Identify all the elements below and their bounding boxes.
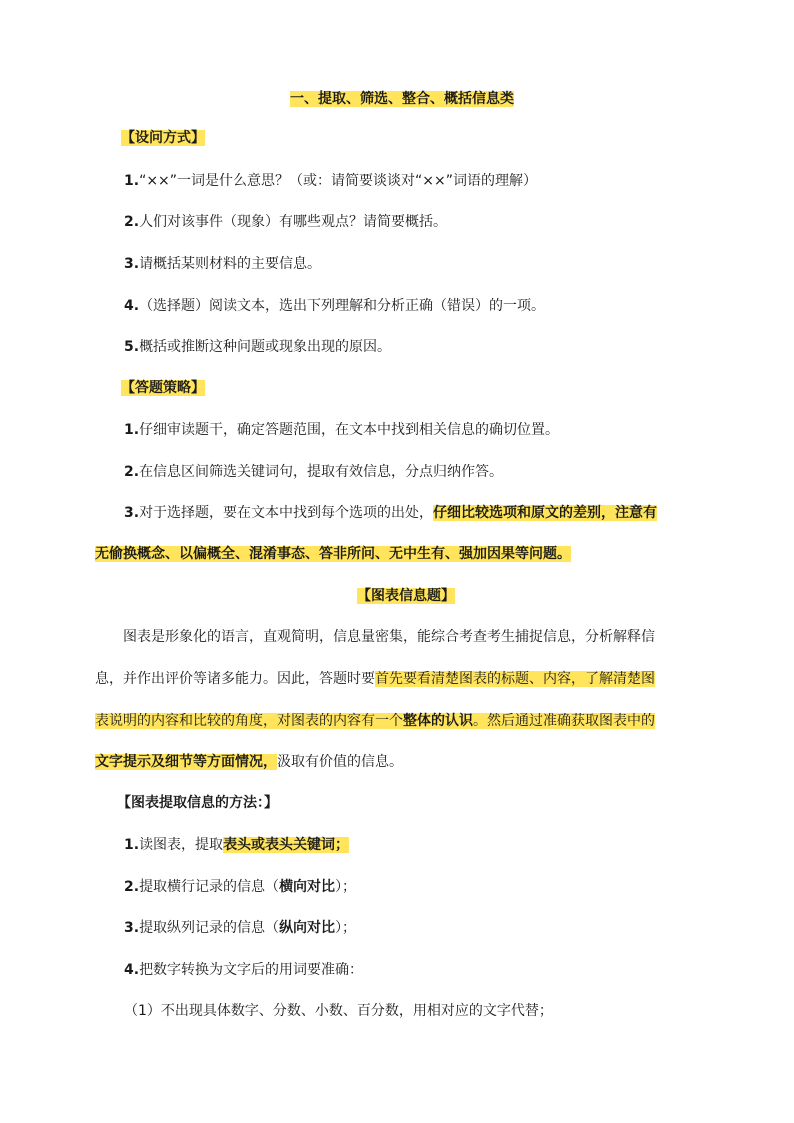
method-item-4: 4.把数字转换为文字后的用词要准确： <box>124 962 364 978</box>
question-item-5: 5.概括或推断这种问题或现象出现的原因。 <box>124 339 392 355</box>
question-item-2: 2.人们对该事件（现象）有哪些观点？请简要概括。 <box>124 214 448 230</box>
method-item-3: 3.提取纵列记录的信息（纵向对比）； <box>124 920 357 936</box>
chart-para-line4: 文字提示及细节等方面情况，汲取有价值的信息。 <box>95 754 403 770</box>
strategy-item-3-line2: 无偷换概念、以偏概全、混淆事态、答非所问、无中生有、强加因果等问题。 <box>95 546 571 562</box>
document-title: 一、提取、筛选、整合、概括信息类 <box>290 91 514 107</box>
question-item-1: 1.“××”一词是什么意思？（或：请简要谈谈对“××”词语的理解） <box>124 173 537 189</box>
question-item-3: 3.请概括某则材料的主要信息。 <box>124 256 322 272</box>
strategy-item-3-line1: 3.对于选择题，要在文本中找到每个选项的出处，仔细比较选项和原文的差别，注意有 <box>124 505 658 521</box>
question-item-4: 4.（选择题）阅读文本，选出下列理解和分析正确（错误）的一项。 <box>124 298 546 314</box>
method-item-2: 2.提取横行记录的信息（横向对比）； <box>124 879 357 895</box>
chart-para-line3: 表说明的内容和比较的角度，对图表的内容有一个整体的认识。然后通过准确获取图表中的 <box>95 713 655 729</box>
method-item-4-sub-1: （1）不出现具体数字、分数、小数、百分数，用相对应的文字代替； <box>124 1003 553 1019</box>
chart-para-line2: 息，并作出评价等诸多能力。因此，答题时要首先要看清楚图表的标题、内容，了解清楚图 <box>95 671 655 687</box>
strategy-item-2: 2.在信息区间筛选关键词句，提取有效信息，分点归纳作答。 <box>124 464 504 480</box>
chart-para-line1: 图表是形象化的语言，直观简明，信息量密集，能综合考查考生捕捉信息，分析解释信 <box>123 629 655 645</box>
chart-section-heading: 【图表信息题】 <box>357 588 455 604</box>
method-item-1: 1.读图表，提取表头或表头关键词； <box>124 837 350 853</box>
strategy-item-1: 1.仔细审读题干，确定答题范围，在文本中找到相关信息的确切位置。 <box>124 422 560 438</box>
methods-heading: 【图表提取信息的方法：】 <box>117 795 278 811</box>
questions-heading: 【设问方式】 <box>121 130 205 146</box>
strategy-heading: 【答题策略】 <box>121 380 205 396</box>
